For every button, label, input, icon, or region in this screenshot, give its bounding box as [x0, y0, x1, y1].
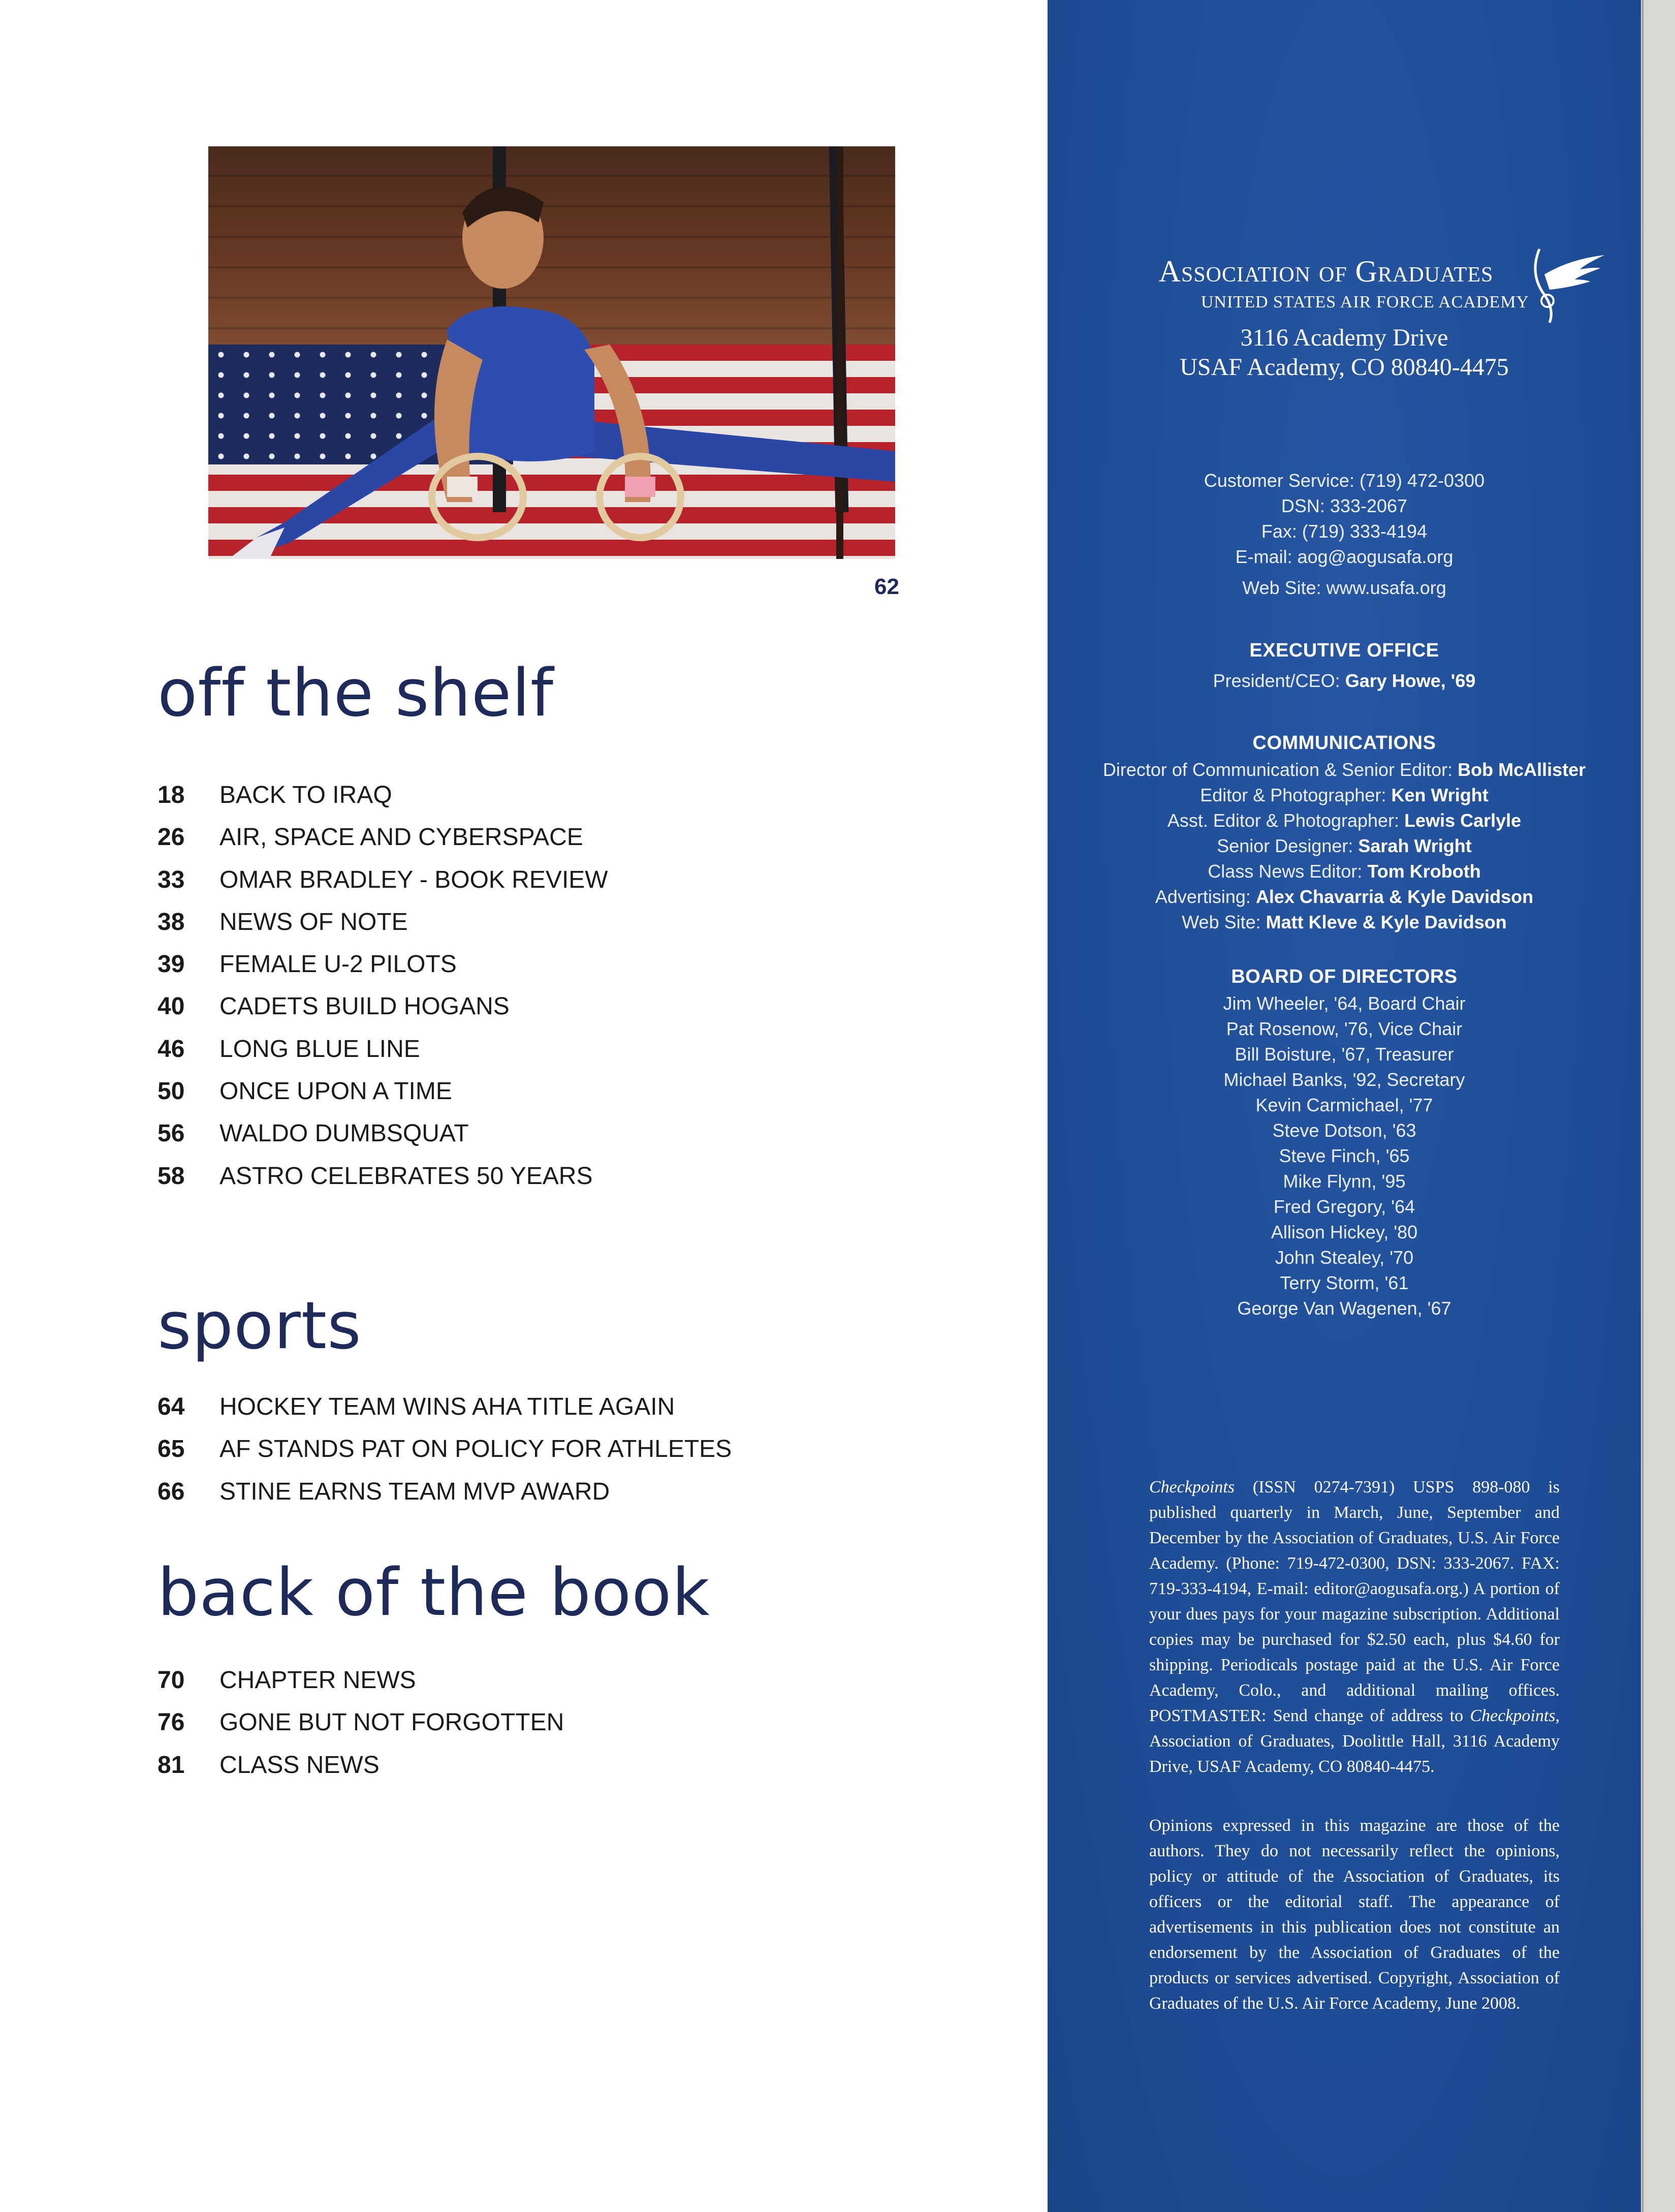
toc-item[interactable]	[157, 1701, 564, 1743]
staff-role: Asst. Editor & Photographer:	[1167, 810, 1405, 831]
toc-page-number: 58	[157, 1162, 185, 1190]
page-edge-line	[1642, 0, 1644, 2212]
notice-text: , Association of Graduates, Doolittle Hall, 3116 Academy Drive, USAF Academy, CO 80840-4475.	[1149, 1706, 1560, 1776]
toc-item[interactable]	[157, 1386, 732, 1428]
staff-row	[1048, 833, 1641, 859]
toc-page-number: 56	[157, 1120, 185, 1147]
staff-role: Web Site:	[1182, 912, 1266, 932]
org-subtitle: UNITED STATES AIR FORCE ACADEMY	[1201, 293, 1529, 311]
staff-row	[1048, 910, 1641, 935]
staff-name: Ken Wright	[1391, 785, 1489, 805]
staff-name: Tom Kroboth	[1367, 861, 1481, 882]
staff-role: Class News Editor:	[1208, 861, 1368, 882]
board-member: Kevin Carmichael, '77	[1255, 1095, 1433, 1115]
toc-item[interactable]	[157, 1659, 564, 1701]
staff-row	[1048, 859, 1641, 884]
toc-title: FEMALE U-2 PILOTS	[219, 951, 457, 978]
toc-page-number: 64	[157, 1393, 185, 1420]
toc-title: AF STANDS PAT ON POLICY FOR ATHLETES	[219, 1436, 732, 1463]
board-member: Michael Banks, '92, Secretary	[1223, 1069, 1465, 1090]
toc-page-number: 70	[157, 1667, 185, 1694]
staff-name: Gary Howe, '69	[1345, 670, 1476, 691]
board-member: Bill Boisture, '67, Treasurer	[1235, 1044, 1454, 1065]
staff-row	[1048, 884, 1641, 910]
toc-item[interactable]	[157, 859, 608, 901]
toc-page-number: 38	[157, 908, 185, 936]
staff-role: Advertising:	[1155, 886, 1256, 907]
aog-logo	[1123, 244, 1605, 325]
board-member: Fred Gregory, '64	[1273, 1196, 1415, 1217]
staff-name: Lewis Carlyle	[1404, 810, 1522, 831]
section-title-off-the-shelf: off the shelf	[157, 656, 554, 731]
toc-item[interactable]	[157, 1155, 608, 1197]
photo-page-number: 62	[874, 574, 899, 599]
org-name: Association of Graduates	[1158, 255, 1494, 288]
section-title-sports: sports	[157, 1288, 362, 1364]
toc-item[interactable]	[157, 1471, 732, 1513]
staff-name: Bob McAllister	[1458, 759, 1586, 780]
staff-row	[1048, 808, 1641, 833]
heading-board-of-directors: BOARD OF DIRECTORS	[1231, 966, 1458, 987]
toc-page-number: 40	[157, 993, 185, 1020]
toc-title: STINE EARNS TEAM MVP AWARD	[219, 1478, 610, 1505]
heading-executive-office: EXECUTIVE OFFICE	[1249, 640, 1439, 661]
website-line[interactable]: Web Site: www.usafa.org	[1242, 577, 1446, 598]
board-member: John Stealey, '70	[1275, 1247, 1414, 1268]
staff-row	[1048, 668, 1641, 694]
staff-role: Senior Designer:	[1217, 835, 1358, 856]
notice-text: (ISSN 0274-7391) USPS 898-080 is published quarterly in March, June, September and December by the Association of Graduates, U.S. Air Force Academy. (Phone: 719-472-0300, DSN: 333-2067. FAX: 719-333-4194, E-mail: editor@aogusafa.org.) A portion of your dues pays for your magazine subscription. Additional copies may be purchased for $2.50 each, plus $4.60 for shipping. Periodicals postage paid at the U.S. Air Force Academy, Colo., and additional mailing offices. POSTMASTER: Send change of address to	[1149, 1478, 1560, 1725]
toc-item[interactable]	[157, 1744, 564, 1786]
dsn-line: DSN: 333-2067	[1281, 495, 1408, 516]
staff-name: Alex Chavarria & Kyle Davidson	[1255, 886, 1534, 907]
toc-title: ASTRO CELEBRATES 50 YEARS	[219, 1162, 593, 1190]
toc-item[interactable]	[157, 1428, 732, 1470]
toc-item[interactable]	[157, 1112, 608, 1155]
wing-icon	[1529, 244, 1605, 325]
toc-item[interactable]	[157, 1028, 608, 1070]
toc-page-number: 76	[157, 1709, 185, 1736]
toc-page-number: 33	[157, 866, 185, 893]
board-member: George Van Wagenen, '67	[1237, 1298, 1451, 1319]
fax-line: Fax: (719) 333-4194	[1261, 521, 1428, 542]
toc-item[interactable]	[157, 943, 608, 985]
board-member: Allison Hickey, '80	[1271, 1222, 1418, 1242]
publication-notice	[1149, 1475, 1560, 1780]
toc-item[interactable]	[157, 774, 608, 816]
toc-list-back-of-the-book	[157, 1659, 564, 1786]
staff-name: Matt Kleve & Kyle Davidson	[1266, 912, 1507, 932]
toc-page-number: 18	[157, 782, 185, 808]
toc-title: OMAR BRADLEY - BOOK REVIEW	[219, 866, 608, 893]
email-line[interactable]: E-mail: aog@aogusafa.org	[1235, 546, 1453, 567]
section-title-back-of-the-book: back of the book	[157, 1555, 710, 1631]
staff-row	[1048, 783, 1641, 808]
toc-list-sports	[157, 1386, 732, 1513]
toc-title: NEWS OF NOTE	[219, 908, 408, 936]
heading-communications: COMMUNICATIONS	[1252, 732, 1436, 754]
gymnast-figure	[208, 146, 895, 559]
toc-page-number: 81	[157, 1751, 185, 1779]
board-member: Steve Dotson, '63	[1272, 1120, 1416, 1141]
toc-page-number: 66	[157, 1478, 185, 1505]
board-member: Terry Storm, '61	[1280, 1272, 1409, 1293]
board-member: Pat Rosenow, '76, Vice Chair	[1226, 1018, 1463, 1039]
staff-row	[1048, 757, 1641, 783]
board-member: Steve Finch, '65	[1279, 1145, 1410, 1166]
staff-name: Sarah Wright	[1358, 835, 1472, 856]
toc-title: WALDO DUMBSQUAT	[219, 1120, 469, 1147]
toc-page-number: 46	[157, 1035, 185, 1063]
toc-title: LONG BLUE LINE	[219, 1035, 420, 1063]
staff-role: Director of Communication & Senior Editor:	[1102, 759, 1458, 780]
toc-page-number: 26	[157, 824, 185, 851]
address-line-2: USAF Academy, CO 80840-4475	[1180, 354, 1509, 381]
staff-role: President/CEO:	[1213, 670, 1345, 691]
magazine-title: Checkpoints	[1470, 1706, 1556, 1725]
toc-title: HOCKEY TEAM WINS AHA TITLE AGAIN	[219, 1393, 675, 1420]
toc-page-number: 39	[157, 951, 185, 978]
toc-item[interactable]	[157, 901, 608, 943]
toc-title: GONE BUT NOT FORGOTTEN	[219, 1709, 564, 1736]
toc-title: AIR, SPACE AND CYBERSPACE	[219, 824, 583, 851]
opinions-disclaimer: Opinions expressed in this magazine are those of the authors. They do not necessarily reflect the opinions, policy or attitude of the Association of Graduates, its officers or the editorial staff. The appearance of advertisements in this publication does not constitute an endorsement by the Association of Graduates of the products or services advertised. Copyright, Association of Graduates of the U.S. Air Force Academy, June 2008.	[1149, 1816, 1560, 2013]
toc-title: CADETS BUILD HOGANS	[219, 993, 510, 1020]
toc-title: BACK TO IRAQ	[219, 782, 392, 808]
customer-service-line: Customer Service: (719) 472-0300	[1204, 470, 1485, 491]
address-line-1: 3116 Academy Drive	[1240, 324, 1448, 351]
toc-title: CHAPTER NEWS	[219, 1667, 416, 1694]
gymnast-photo	[208, 146, 895, 559]
toc-page-number: 50	[157, 1078, 185, 1105]
toc-item[interactable]	[157, 1070, 608, 1112]
page-edge	[1641, 0, 1675, 2212]
toc-item[interactable]	[157, 816, 608, 858]
toc-list-off-the-shelf	[157, 774, 608, 1197]
board-member: Jim Wheeler, '64, Board Chair	[1223, 993, 1466, 1014]
magazine-title: Checkpoints	[1149, 1478, 1235, 1497]
toc-item[interactable]	[157, 985, 608, 1027]
board-member: Mike Flynn, '95	[1283, 1171, 1406, 1192]
toc-title: ONCE UPON A TIME	[219, 1078, 452, 1105]
staff-role: Editor & Photographer:	[1200, 785, 1392, 805]
toc-page-number: 65	[157, 1436, 185, 1463]
toc-title: CLASS NEWS	[219, 1751, 380, 1779]
